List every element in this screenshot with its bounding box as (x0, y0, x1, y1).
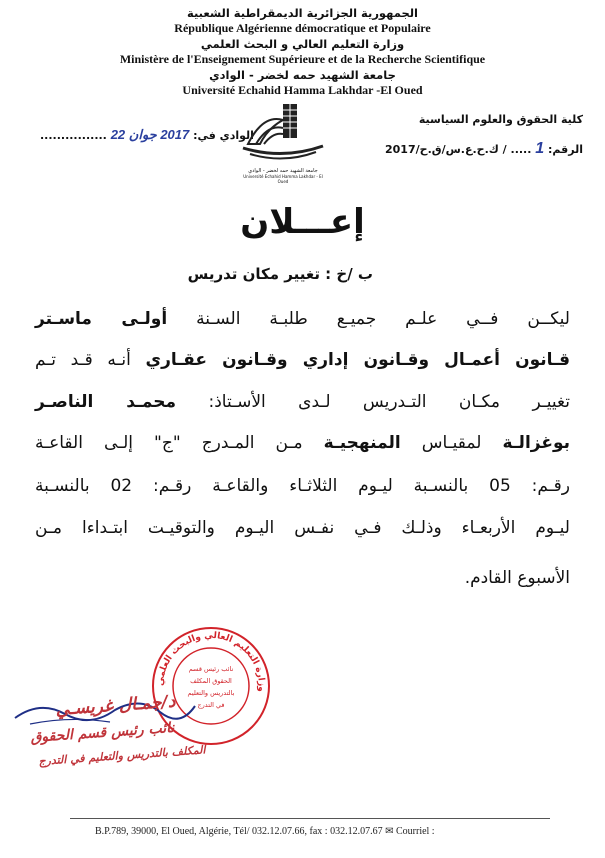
university-fr: Université Echahid Hamma Lakhdar -El Oued (182, 83, 423, 97)
stamp-inner-2: الحقوق المكلف (190, 677, 232, 685)
stamp-inner-3: بالتدريس والتعليم (187, 689, 235, 697)
body-bold-text: بوغزالـة (502, 433, 570, 453)
signatory-role-2: المكلف بالتدريس والتعليم في التدرج (38, 743, 206, 768)
body-line-4 (35, 433, 570, 453)
footer-tel: Tél/ 032.12.07.66, fax : 032.12.07.67 (233, 826, 383, 837)
footer-address: B.P.789, 39000, El Oued, Algérie, (95, 826, 232, 837)
stamp-inner-4: في التدرج (197, 701, 225, 709)
logo-caption-ar: جامعة الشهيد حمه لخضر - الوادي (248, 168, 318, 174)
university-logo-icon (238, 100, 328, 170)
page-title: إعـــلان (240, 202, 365, 242)
body-line-5: رقـم: 05 بالنسـبة ليـوم الثلاثـاء والقاعـة رقـم: 02 بالنسـبة (35, 476, 570, 496)
reference-label: الرقم: (548, 143, 583, 156)
body-bold-text: محمـد الناصـر (35, 392, 177, 412)
body-text: لمقيـاس (400, 433, 503, 453)
body-line-7: الأسبوع القادم. (464, 568, 570, 588)
ministry-ar: وزارة التعليم العالي و البحث العلمي (200, 37, 405, 51)
stamp-outer-text: وزارة التعليم العالي والبحث العلمي (155, 630, 267, 693)
republic-fr: République Algérienne démocratique et Populaire (174, 21, 431, 35)
body-text: مـن المـدرج "ج" إلـى القاعـة (35, 433, 324, 453)
logo-caption-fr: Université Echahid Hamma Lakhdar - El Oued (243, 174, 323, 184)
body-text: أنـه قـد تـم (35, 350, 146, 370)
place-date-line: الوادي في: 2017 جوان 22 ................ (40, 127, 254, 142)
university-ar: جامعة الشهيد حمه لخضر - الوادي (209, 68, 396, 82)
footer-contact (95, 826, 435, 837)
reference-number: ك.ح.ع.س/ق.ح/2017 (385, 143, 499, 156)
body-bold-text: قـانون أعمـال وقـانون إداري وقـانون عقـاري (145, 350, 570, 370)
reference-handwritten-mark: 1 (535, 140, 545, 157)
envelope-icon: ✉ (385, 826, 394, 837)
body-text: ليكــن فــي علـم جميـع طلبـة السـنة (167, 309, 570, 329)
body-line-2 (35, 350, 570, 370)
republic-ar: الجمهورية الجزائرية الديمقراطية الشعبية (186, 6, 418, 20)
subject-line: ب /خ : تغيير مكان تدريس (187, 265, 373, 283)
place-date-label: الوادي في: (193, 129, 254, 142)
handwritten-date: 2017 جوان 22 (110, 127, 190, 142)
body-line-3 (35, 392, 570, 412)
university-logo (238, 100, 328, 184)
ministry-fr: Ministère de l'Enseignement Supérieure et de la Recherche Scientifique (119, 52, 486, 66)
stamp-inner-1: نائب رئيس قسم (188, 665, 234, 673)
body-line-6: ليـوم الأربعـاء وذلـك فـي نفـس اليـوم والتوقيـت ابتـداءا مـن (35, 518, 570, 538)
body-text: تغييـر مكـان التـدريس لـدى الأسـتاذ: (176, 392, 570, 412)
signatory-name: د/جمـال غريسـي (55, 691, 176, 720)
signatory-role-1: نائب رئيس قسم الحقوق (30, 719, 175, 746)
body-line-1 (35, 309, 570, 329)
footer-mail-label: Courriel : (395, 826, 435, 837)
faculty-name: كلية الحقوق والعلوم السياسية (418, 113, 583, 126)
footer-divider (70, 818, 550, 819)
body-bold-text: المنهجيـة (323, 433, 401, 453)
reference-line: الرقم: 1 ..... / ك.ح.ع.س/ق.ح/2017 (385, 140, 583, 157)
body-bold-text: أولـى ماسـتر (35, 309, 168, 329)
